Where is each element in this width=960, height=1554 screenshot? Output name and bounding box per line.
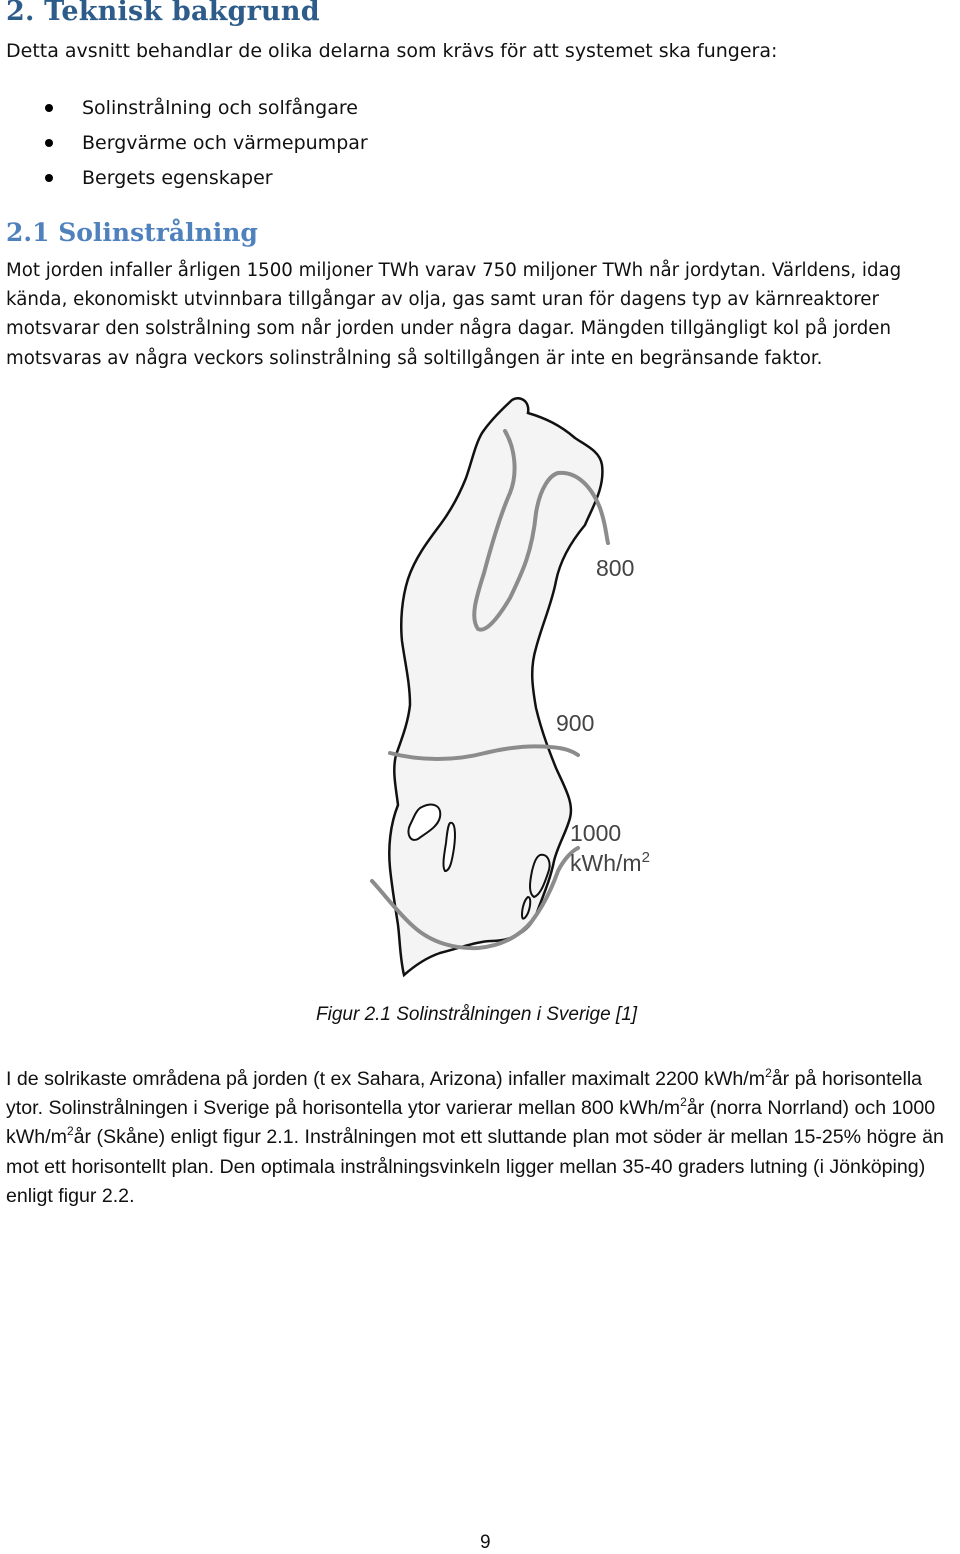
bullet-list (0, 94, 368, 199)
section-heading: 2. Teknisk bakgrund (6, 0, 320, 27)
label-1000: 1000 (570, 820, 622, 846)
unit-base: kWh/m (570, 850, 642, 876)
bullet-item (0, 164, 368, 199)
label-unit (570, 849, 650, 876)
intro-text: Detta avsnitt behandlar de olika delarna som krävs för att systemet ska fungera: (6, 40, 778, 62)
paragraph-text: I de solrikaste områdena på jorden (t ex Sahara, Arizona) infaller maximalt 2200 kWh/m (6, 1068, 766, 1090)
superscript: 2 (765, 1066, 772, 1080)
page-number: 9 (480, 1532, 491, 1553)
superscript: 2 (680, 1095, 687, 1110)
unit-exponent: 2 (641, 849, 650, 866)
paragraph-irradiation (6, 1065, 956, 1211)
figure-caption: Figur 2.1 Solinstrålningen i Sverige [1] (316, 1004, 638, 1025)
bullet-text: Bergets egenskaper (82, 167, 273, 189)
label-800: 800 (596, 555, 635, 581)
paragraph-text: år på horisontella ytor. Solinstrålningen i Sverige på horisontella ytor varierar mellan 800 kWh/m (6, 1068, 923, 1120)
label-900: 900 (556, 710, 595, 736)
bullet-icon (45, 174, 53, 182)
paragraph-text: år (Skåne) enligt figur 2.1. Instrålningen mot ett sluttande plan mot söder är mellan 15-25% högre än mot ett horisontellt plan. Den optimala instrålningsvinkeln ligger mellan 35-40 graders lutning (i Jönköping) enligt figur 2.2. (6, 1126, 944, 1207)
bullet-item (0, 129, 368, 164)
paragraph-text: år (norra Norrland) och 1000 kWh/m (6, 1097, 936, 1149)
bullet-icon (45, 139, 53, 147)
sweden-outline (389, 398, 602, 975)
sweden-radiation-map (360, 393, 660, 985)
paragraph-solar-radiation: Mot jorden infaller årligen 1500 miljoner TWh varav 750 miljoner TWh når jordytan. Världens, idag kända, ekonomiskt utvinnbara tillgångar av olja, gas samt uran för dagens typ av kärnreaktorer motsvarar den solstrålning som når jorden under några dagar. Mängden tillgängligt kol på jorden motsvaras av några veckors solinstrålning så soltillgången är inte en begränsande faktor. (6, 260, 902, 369)
bullet-text: Bergvärme och värmepumpar (82, 132, 368, 154)
superscript: 2 (66, 1124, 74, 1139)
bullet-text: Solinstrålning och solfångare (82, 97, 358, 119)
subsection-heading: 2.1 Solinstrålning (6, 218, 258, 247)
bullet-item (0, 94, 368, 129)
bullet-icon (45, 104, 53, 112)
